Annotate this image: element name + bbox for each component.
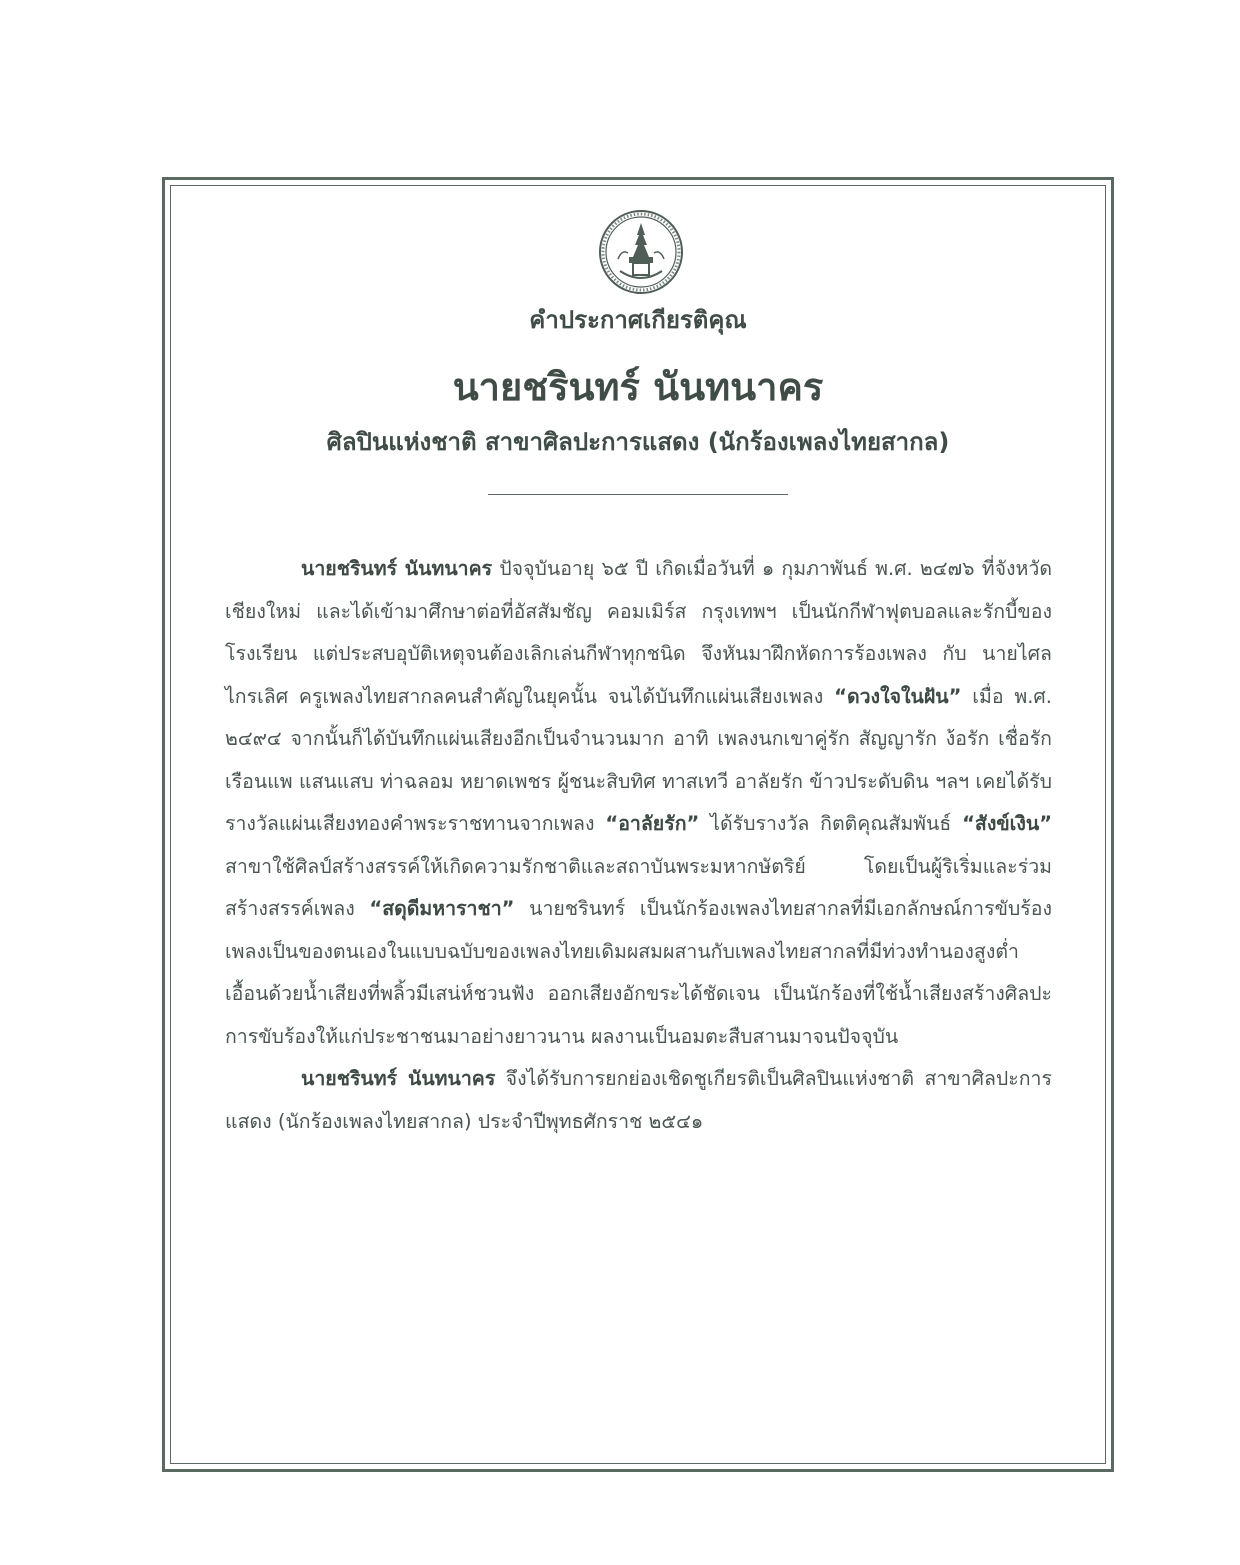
honoree-name: นายชรินทร์ นันทนาคร bbox=[452, 365, 824, 409]
song-title: “สดุดีมหาราชา” bbox=[369, 897, 515, 920]
honoree-name-inline: นายชรินทร์ นันทนาคร bbox=[301, 557, 493, 580]
song-title: “ดวงใจในฝัน” bbox=[834, 684, 962, 708]
royal-institute-seal-icon bbox=[598, 209, 684, 295]
song-title: “อาลัยรัก” bbox=[605, 812, 700, 835]
honor-title: ศิลปินแห่งชาติ สาขาศิลปะการแสดง (นักร้องเพลงไทยสากล) bbox=[326, 428, 950, 456]
citation-paragraph-2: นายชรินทร์ นันทนาคร จึงได้รับการยกย่องเชิดชูเกียรติเป็นศิลปินแห่งชาติ สาขาศิลปะการแสดง (นักร้องเพลงไทยสากล) ประจำปีพุทธศักราช ๒๕๔๑ bbox=[225, 1067, 1052, 1133]
honoree-name-inline: นายชรินทร์ นันทนาคร bbox=[301, 1067, 496, 1090]
document-kind: คำประกาศเกียรติคุณ bbox=[529, 306, 747, 334]
award-name: “สังข์เงิน” bbox=[962, 812, 1053, 835]
divider-rule bbox=[488, 494, 788, 495]
citation-paragraph-1: นายชรินทร์ นันทนาคร ปัจจุบันอายุ ๖๕ ปี เกิดเมื่อวันที่ ๑ กุมภาพันธ์ พ.ศ. ๒๔๗๖ ที่จังหวัดเชียงใหม่ และได้เข้ามาศึกษาต่อที่อัสสัมชัญ คอมเมิร์ส กรุงเทพฯ เป็นนักกีฬาฟุตบอลและรักบี้ของโรงเรียน แต่ประสบอุบัติเหตุจนต้องเลิกเล่นกีฬาทุกชนิด จึงหันมาฝึกหัดการร้องเพลง กับ นายไศล ไกรเลิศ ครูเพลงไทยสากลคนสำคัญในยุคนั้น จนได้บันทึกแผ่นเสียงเพลง “ดวงใจในฝัน” เมื่อ พ.ศ. ๒๔๙๔ จากนั้นก็ได้บันทึกแผ่นเสียงอีกเป็นจำนวนมาก อาทิ เพลงนกเขาคู่รัก สัญญารัก ง้อรัก เชื่อรัก เรือนแพ แสนแสบ ท่าฉลอม หยาดเพชร ผู้ชนะสิบทิศ ทาสเทวี อาลัยรัก ข้าวประดับดิน ฯลฯ เคยได้รับรางวัลแผ่นเสียงทองคำพระราชทานจากเพลง “อาลัยรัก” ได้รับรางวัล กิตติคุณสัมพันธ์ “สังข์เงิน” สาขาใช้ศิลป์สร้างสรรค์ให้เกิดความรักชาติและสถาบันพระมหากษัตริย์ โดยเป็นผู้ริเริ่มและร่วมสร้างสรรค์เพลง “สดุดีมหาราชา” นายชรินทร์ เป็นนักร้องเพลงไทยสากลที่มีเอกลักษณ์การขับร้องเพลงเป็นของตนเองในแบบฉบับของเพลงไทยเดิมผสมผสานกับเพลงไทยสากลที่มีท่วงทำนองสูงต่ำ เอื้อนด้วยน้ำเสียงที่พลิ้วมีเสน่ห์ชวนฟัง ออกเสียงอักขระได้ชัดเจน เป็นนักร้องที่ใช้น้ำเสียงสร้างศิลปะการขับร้องให้แก่ประชาชนมาอย่างยาวนาน ผลงานเป็นอมตะสืบสานมาจนปัจจุบัน bbox=[225, 557, 1053, 1048]
citation-body bbox=[225, 548, 1052, 1143]
